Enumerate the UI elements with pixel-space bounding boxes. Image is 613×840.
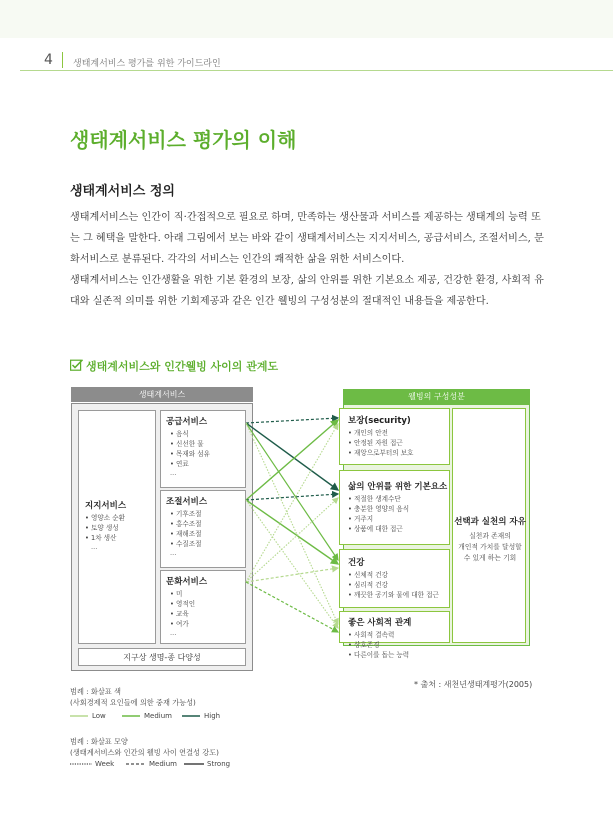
regulating-item: 재해조절 (176, 530, 202, 538)
wellbeing-title: 좋은 사회적 관계 (348, 618, 412, 628)
arrow (246, 423, 338, 560)
arrow (246, 424, 338, 582)
page-number: 4 (44, 52, 53, 68)
provisioning-item: 음식 (176, 430, 189, 438)
support-services-box: 지지서비스 • 영양소 순환 • 토양 생성 • 1차 생산 ... (78, 410, 156, 644)
provisioning-item: 신선한 물 (176, 440, 204, 448)
wellbeing-item: 거주지 (354, 515, 374, 523)
wellbeing-item: 상호존경 (354, 641, 380, 649)
legend-shape-title: 범례 : 화살표 모양 (70, 737, 128, 746)
cultural-title: 문화서비스 (166, 577, 208, 587)
regulating-item: 기후조절 (176, 510, 202, 518)
wellbeing-security-box: 보장(security) • 개인의 안전 • 안정된 자원 접근 • 재앙으로부터의 보호 (339, 408, 450, 465)
regulating-title: 조절서비스 (166, 497, 208, 507)
wellbeing-title: 보장(security) (348, 416, 411, 426)
freedom-desc: 개인적 가치를 달성할 (458, 543, 522, 551)
cultural-services-box: 문화서비스 • 미 • 영적인 • 교육 • 여가 ... (160, 570, 246, 644)
wellbeing-header: 웰빙의 구성성분 (343, 389, 530, 404)
legend-shape-subtitle: (생태계서비스와 인간의 웰빙 사이 연결성 강도) (70, 748, 219, 757)
support-title: 지지서비스 (85, 501, 127, 511)
regulating-item: 수질조절 (176, 540, 202, 548)
figure-source: * 출처 : 새천년생태계평가(2005) (414, 680, 533, 689)
arrow (246, 423, 338, 490)
legend-low-label: Low (92, 712, 106, 720)
arrow (246, 418, 338, 423)
wellbeing-item: 심리적 건강 (354, 581, 388, 589)
running-header-title: 생태계서비스 평가를 위한 가이드라인 (73, 59, 221, 69)
wellbeing-title: 삶의 안위를 위한 기본요소 (348, 482, 448, 492)
wellbeing-item: 안정된 자원 접근 (354, 439, 403, 447)
wellbeing-item: 재앙으로부터의 보호 (354, 449, 414, 457)
support-more: ... (91, 543, 98, 551)
cultural-more: ... (170, 629, 177, 637)
wellbeing-social-box: 좋은 사회적 관계 • 사회적 결속력 • 상호존경 • 다른이를 돕는 능력 (339, 611, 450, 643)
support-item: 영양소 순환 (91, 514, 125, 522)
subsection-title: 생태계서비스 정의 (70, 184, 175, 199)
legend-color-title: 범례 : 화살표 색 (70, 687, 121, 696)
arrow (246, 420, 338, 500)
wellbeing-item: 신체적 건강 (354, 571, 388, 579)
provisioning-title: 공급서비스 (166, 417, 208, 427)
wellbeing-health-box: 건강 • 신체적 건강 • 심리적 건강 • 깨끗한 공기와 물에 대한 접근 (339, 549, 450, 608)
freedom-desc: 수 있게 하는 기회 (463, 554, 517, 562)
cultural-item: 미 (176, 590, 183, 598)
arrow (246, 500, 338, 564)
regulating-more: ... (170, 549, 177, 557)
freedom-desc: 실천과 존재의 (469, 532, 511, 540)
wellbeing-item: 깨끗한 공기와 물에 대한 접근 (354, 591, 439, 599)
cultural-item: 영적인 (176, 600, 196, 608)
wellbeing-item: 다른이를 돕는 능력 (354, 651, 410, 659)
section-title: 생태계서비스 평가의 이해 (70, 128, 297, 152)
wellbeing-item: 개인의 안전 (354, 429, 388, 437)
wellbeing-title: 건강 (348, 558, 365, 568)
cultural-item: 교육 (176, 610, 189, 618)
figure-title: 생태계서비스와 인간웰빙 사이의 관계도 (86, 360, 279, 373)
paragraph: 생태계서비스는 인간이 직·간접적으로 필요로 하며, 만족하는 생산물과 서비스를 제공하는 생태계의 능력 또는 그 혜택을 말한다. 아래 그림에서 보는 바와 같이 생태계서비스는 지지서비스, 공급서비스, 조절서비스, 문화서비스로 분류된다. 각각의 서비스는 인간의 쾌적한 삶을 위한 서비스이다. (70, 212, 544, 265)
regulating-services-box: 조절서비스 • 기후조절 • 홍수조절 • 재해조절 • 수질조절 ... (160, 490, 246, 568)
arrow (246, 423, 338, 624)
arrow (246, 500, 338, 628)
support-item: 토양 생성 (91, 524, 119, 532)
provisioning-item: 목재와 섬유 (176, 450, 210, 458)
arrow (246, 582, 338, 632)
legend-strong-label: Strong (207, 760, 231, 768)
cultural-item: 여가 (176, 620, 189, 628)
wellbeing-basic-needs-box: 삶의 안위를 위한 기본요소 • 적절한 생계수단 • 충분한 영양의 음식 • 거주지 • 상품에 대한 접근 (339, 470, 450, 545)
paragraph: 생태계서비스는 인간생활을 위한 기본 환경의 보장, 삶의 안위를 위한 기본요소 제공, 건강한 환경, 사회적 유대와 실존적 의미를 위한 기회제공과 같은 인간 웰빙의 구성성분의 절대적인 내용들을 제공한다. (70, 275, 544, 307)
wellbeing-item: 사회적 결속력 (354, 631, 395, 639)
freedom-title: 선택과 실천의 자유 (454, 517, 526, 527)
legend-high-label: High (204, 712, 221, 720)
wellbeing-item: 상품에 대한 접근 (354, 525, 403, 533)
wellbeing-item: 적절한 생계수단 (354, 495, 401, 503)
support-item: 1차 생산 (91, 534, 117, 542)
provisioning-services-box: 공급서비스 • 음식 • 신선한 물 • 목재와 섬유 • 연료 ... (160, 410, 246, 488)
arrow (246, 494, 338, 500)
regulating-item: 홍수조절 (176, 520, 202, 528)
provisioning-more: ... (170, 469, 177, 477)
legend-weak-label: Week (95, 760, 115, 768)
wellbeing-item: 충분한 영양의 음식 (354, 505, 410, 513)
ecosystem-services-header: 생태계서비스 (71, 387, 253, 402)
legend-color-subtitle: (사회경제적 요인들에 의한 중재 가능성) (70, 698, 196, 707)
legend-medium-shape-label: Medium (149, 760, 177, 768)
legend-medium-label: Medium (144, 712, 172, 720)
provisioning-item: 연료 (176, 460, 189, 468)
biodiversity-box: 지구상 생명-종 다양성 (78, 648, 246, 666)
